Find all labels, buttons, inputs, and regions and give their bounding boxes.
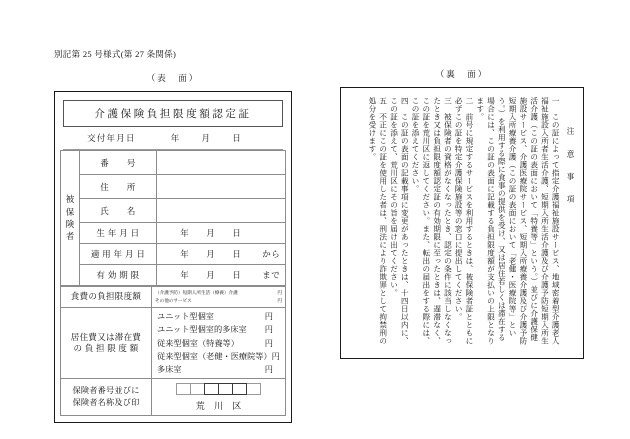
back-side-caption: （裏 面） [435,69,489,79]
form-number-label: 別記第 25 号様式(第 27 条関係) [54,49,177,59]
front-side-caption: （表 面） [146,73,200,83]
residence-item-name-4: 従来型個室（老健・医療院等） [157,351,272,361]
row-value-address[interactable] [157,175,286,199]
residence-item-unit-2: 円 [264,325,273,335]
residence-cost-item [157,323,281,336]
residence-cost-label [61,308,152,379]
expiry-year-unit: 年 [180,270,190,280]
notice-item-4: 四 この証の表面の記載事項に変更があったときは、十四日以内に、この証を添えて、荒川区にその旨を届け出てください。 [389,97,410,345]
table-row-expiry [61,265,286,286]
table-row-food-cost [61,287,286,308]
insurer-number-boxes[interactable] [152,383,285,395]
birthdate-day-unit: 日 [232,228,242,238]
cost-limit-table [60,286,286,416]
certificate-title: 介護保険負担限度額認定証 [63,100,283,127]
insurer-label-line1: 保険者番号並びに [72,386,140,396]
notice-item-1: 一 この証によって指定介護福祉施設サービス、地域密着型介護老人福祉施設入所者生活介護、短期入所生活介護及び介護予防短期入所生活介護（この証の表面において「特養等」という。）並びに介護保健施設サービス、介護医療院サービス、短期入所療養介護及び介護予防短期入所療養介護（この証の表面において「老健・医療院等」という。）を利用する際に食事の提供を受け、又は居住若しくは滞在する場合には、この証の表面に記載する負担限度額が支払いの上限となります。 [475,97,561,345]
row-label-address: 住 所 [80,175,157,199]
front-side-panel [54,48,292,423]
issue-year-unit: 年 [170,133,180,143]
residence-item-unit-1: 円 [264,312,273,322]
table-row-address [61,175,286,199]
certificate-card-back [340,87,584,359]
insurer-number-box-1[interactable] [176,383,191,395]
residence-item-name-5: 多床室 [157,365,182,375]
insured-char-1: 被 [65,194,75,205]
certificate-card-front [54,91,292,423]
issue-month-unit: 月 [201,133,211,143]
insurer-number-box-3[interactable] [204,383,219,395]
residence-cost-item [157,337,281,350]
row-value-birthdate[interactable] [157,223,286,244]
insurer-label-line2: 保険者名称及び印 [72,398,140,408]
residence-cost-label-line1: 居住費又は滞在費 [70,331,142,342]
residence-item-unit-4: 円 [271,351,280,361]
notice-item-2: 二 前号に規定するサービスを利用するときは、被保険者証とともに必ずこの証を特定介護保険施設等の窓口に提出してください。 [454,97,474,345]
table-row-effective-from [61,244,286,265]
row-label-birthdate: 生 年 月 日 [80,223,157,244]
notice-item-3: 三 被保険者の資格がなくなったとき、認定の条件に該当しなくなったとき又は負担限度額認定証の有効期限に至ったときは、遅滞なく、この証を荒川区に返してください。また、転出の届出をする際には、この証を添えてください。 [411,97,453,345]
table-row-residence-cost [61,308,286,379]
birthdate-year-unit: 年 [180,228,190,238]
residence-item-name-3: 従来型個室（特養等） [157,338,239,348]
issue-date-label: 交付年月日 [87,133,136,143]
issue-date-row [63,127,283,150]
table-row-name [61,199,286,223]
insurer-name: 荒 川 区 [195,401,245,412]
residence-cost-items[interactable] [152,308,286,379]
back-side-panel [340,48,584,359]
insurer-number-box-6[interactable] [246,383,261,395]
row-value-number[interactable] [157,151,286,175]
birthdate-month-unit: 月 [206,228,216,238]
residence-item-unit-5: 円 [264,365,273,375]
row-label-name: 氏 名 [80,199,157,223]
residence-cost-label-line2: の 負 担 限 度 額 [73,343,139,354]
table-row-insurer [61,379,286,416]
row-label-number: 番 号 [80,151,157,175]
insurer-number-box-2[interactable] [190,383,205,395]
notice-item-5: 五 不正にこの証を使用した者は、刑法により詐欺罪として拘禁刑の処分を受けます。 [367,97,388,345]
row-value-expiry[interactable] [157,265,286,286]
expiry-tail: まで [262,270,281,280]
insurer-label [61,379,152,416]
food-cost-item-name-1: （介護予防）短期入所生活（療養）介護 [155,290,238,295]
effective-from-year-unit: 年 [180,249,190,259]
row-value-effective-from[interactable] [157,244,286,265]
insured-char-3: 険 [65,219,75,229]
row-value-name[interactable] [157,199,286,223]
insurer-number-box-5[interactable] [232,383,247,395]
residence-item-name-1: ユニット型個室 [157,312,214,322]
insured-vertical-header [61,151,80,286]
food-cost-item-unit-1: 円 [277,290,282,295]
food-cost-item-name-2: その他のサービス [155,298,192,304]
food-cost-item [155,289,282,297]
food-cost-items[interactable] [152,287,286,308]
residence-item-unit-3: 円 [264,338,273,348]
insured-char-4: 者 [65,231,75,242]
expiry-month-unit: 月 [206,270,216,280]
effective-from-month-unit: 月 [206,249,216,259]
row-label-effective-from: 適 用 年 月 日 [80,244,157,265]
food-cost-item [155,297,282,305]
table-row-birthdate [61,223,286,244]
residence-cost-item [157,350,281,363]
effective-from-day-unit: 日 [232,249,242,259]
issue-date-fields [160,132,283,144]
food-cost-label: 食費の負担限度額 [61,287,152,308]
insurer-value-cell[interactable] [152,379,286,416]
expiry-day-unit: 日 [232,270,242,280]
insurer-number-box-4[interactable] [218,383,233,395]
issue-day-unit: 日 [232,133,242,143]
residence-cost-item [157,310,281,323]
insured-person-table [60,150,286,286]
notices-heading: 注 意 事 項 [566,127,575,206]
residence-cost-item [157,363,281,376]
insured-char-2: 保 [65,206,75,217]
effective-from-tail: から [262,249,281,259]
row-label-expiry: 有 効 期 限 [80,265,157,286]
table-row-number [61,151,286,175]
food-cost-item-unit-2: 円 [277,298,282,304]
residence-item-name-2: ユニット型個室的多床室 [157,325,247,335]
